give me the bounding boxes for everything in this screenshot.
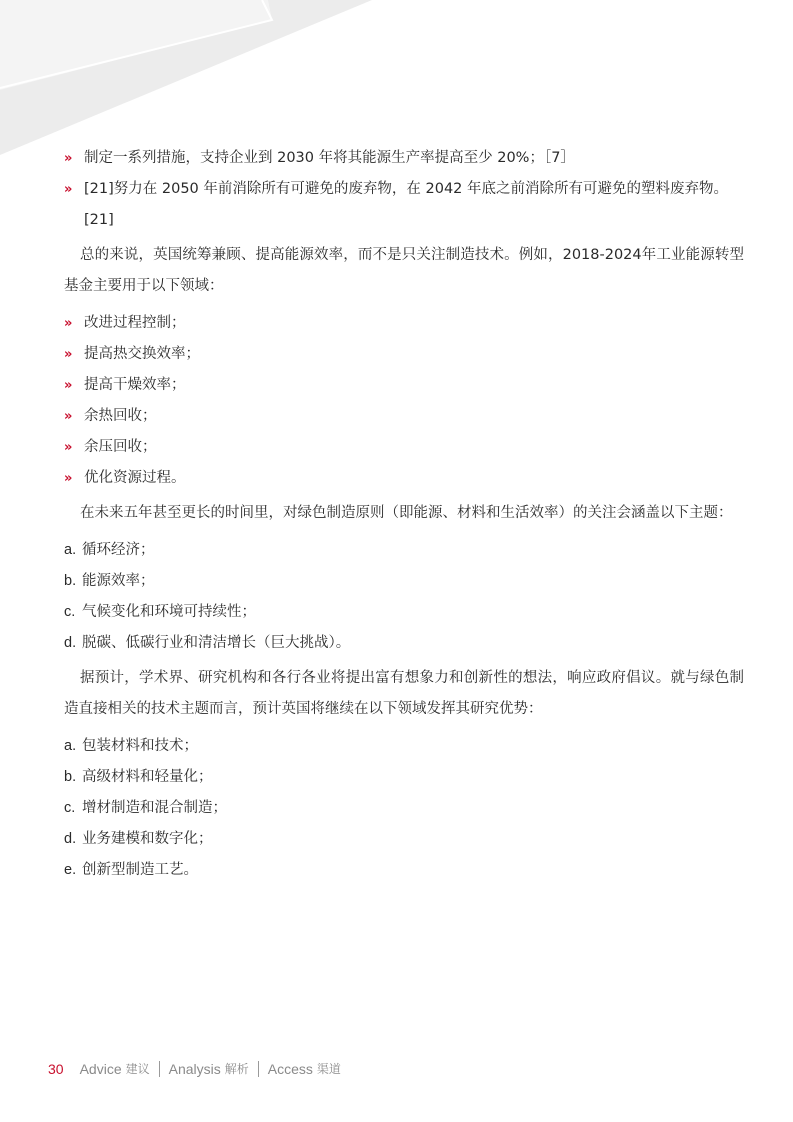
list-item: [64, 401, 744, 432]
list-letter: b.: [64, 573, 77, 589]
list-letter: d.: [64, 635, 77, 651]
list-item-text: 能源效率；: [82, 573, 155, 589]
list-item: [64, 793, 744, 824]
page-footer: [48, 1060, 341, 1077]
list-item-text: [21]努力在 2050 年前消除所有可避免的废弃物，在 2042 年底之前消除所有可避免的塑料废弃物。[21]: [84, 181, 729, 228]
list-item: [64, 855, 744, 886]
list-item: [64, 370, 744, 401]
topic-list: [64, 535, 744, 659]
paragraph-energy-efficiency: 总的来说，英国统筹兼顾、提高能源效率，而不是只关注制造技术。例如，2018-2024年工业能源转型基金主要用于以下领域：: [64, 247, 744, 294]
bullet-marker: »: [64, 182, 73, 197]
bullet-list-fund-areas: [64, 308, 744, 494]
paragraph-research-strengths: 据预计，学术界、研究机构和各行各业将提出富有想象力和创新性的想法，响应政府倡议。就与绿色制造直接相关的技术主题而言，预计英国将继续在以下领域发挥其研究优势：: [64, 670, 744, 717]
list-item: [64, 339, 744, 370]
list-letter: b.: [64, 769, 77, 785]
list-item-text: 循环经济；: [82, 542, 155, 558]
list-item: [64, 731, 744, 762]
bullet-marker: »: [64, 378, 73, 393]
footer-access-cn: 渠道: [316, 1062, 341, 1076]
list-item-text: 提高干燥效率；: [84, 377, 186, 393]
list-letter: c.: [64, 800, 76, 816]
footer-divider: [258, 1061, 259, 1077]
list-letter: a.: [64, 542, 77, 558]
bullet-marker: »: [64, 440, 73, 455]
list-item-text: 优化资源过程。: [84, 470, 186, 486]
list-letter: d.: [64, 831, 77, 847]
list-item: [64, 432, 744, 463]
page-number: 30: [48, 1060, 64, 1077]
list-item-text: 气候变化和环境可持续性；: [82, 604, 256, 620]
bullet-marker: »: [64, 316, 73, 331]
bullet-list-top: [64, 143, 744, 236]
list-item: [64, 463, 744, 494]
list-item-text: 制定一系列措施，支持企业到 2030 年将其能源生产率提高至少 20%；［7］: [84, 150, 575, 166]
footer-advice-en: Advice: [79, 1060, 122, 1077]
footer-analysis-en: Analysis: [168, 1060, 221, 1077]
list-letter: a.: [64, 738, 77, 754]
list-item-text: 增材制造和混合制造；: [82, 800, 227, 816]
bullet-marker: »: [64, 471, 73, 486]
list-item: [64, 566, 744, 597]
list-item-text: 脱碳、低碳行业和清洁增长（巨大挑战）。: [82, 635, 351, 651]
corner-decoration: [0, 0, 380, 160]
list-item: [64, 824, 744, 855]
list-item-text: 提高热交换效率；: [84, 346, 200, 362]
footer-advice-cn: 建议: [125, 1062, 150, 1076]
list-item-text: 余压回收；: [84, 439, 157, 455]
list-item: [64, 597, 744, 628]
list-item-text: 高级材料和轻量化；: [82, 769, 213, 785]
list-item-text: 改进过程控制；: [84, 315, 186, 331]
list-letter: c.: [64, 604, 76, 620]
footer-access-en: Access: [267, 1060, 313, 1077]
list-item-text: 业务建模和数字化；: [82, 831, 213, 847]
list-item-text: 包装材料和技术；: [82, 738, 198, 754]
footer-divider: [159, 1061, 160, 1077]
bullet-marker: »: [64, 151, 73, 166]
list-item: [64, 143, 744, 174]
list-item: [64, 174, 744, 236]
list-item: [64, 535, 744, 566]
footer-analysis-cn: 解析: [224, 1062, 249, 1076]
list-letter: e.: [64, 862, 77, 878]
paragraph-green-manufacturing: 在未来五年甚至更长的时间里，对绿色制造原则（即能源、材料和生活效率）的关注会涵盖以下主题：: [80, 505, 733, 521]
strength-list: [64, 731, 744, 886]
bullet-marker: »: [64, 347, 73, 362]
list-item: [64, 762, 744, 793]
bullet-marker: »: [64, 409, 73, 424]
list-item: [64, 628, 744, 659]
document-body: [64, 143, 744, 886]
list-item-text: 创新型制造工艺。: [82, 862, 198, 878]
list-item: [64, 308, 744, 339]
list-item-text: 余热回收；: [84, 408, 157, 424]
